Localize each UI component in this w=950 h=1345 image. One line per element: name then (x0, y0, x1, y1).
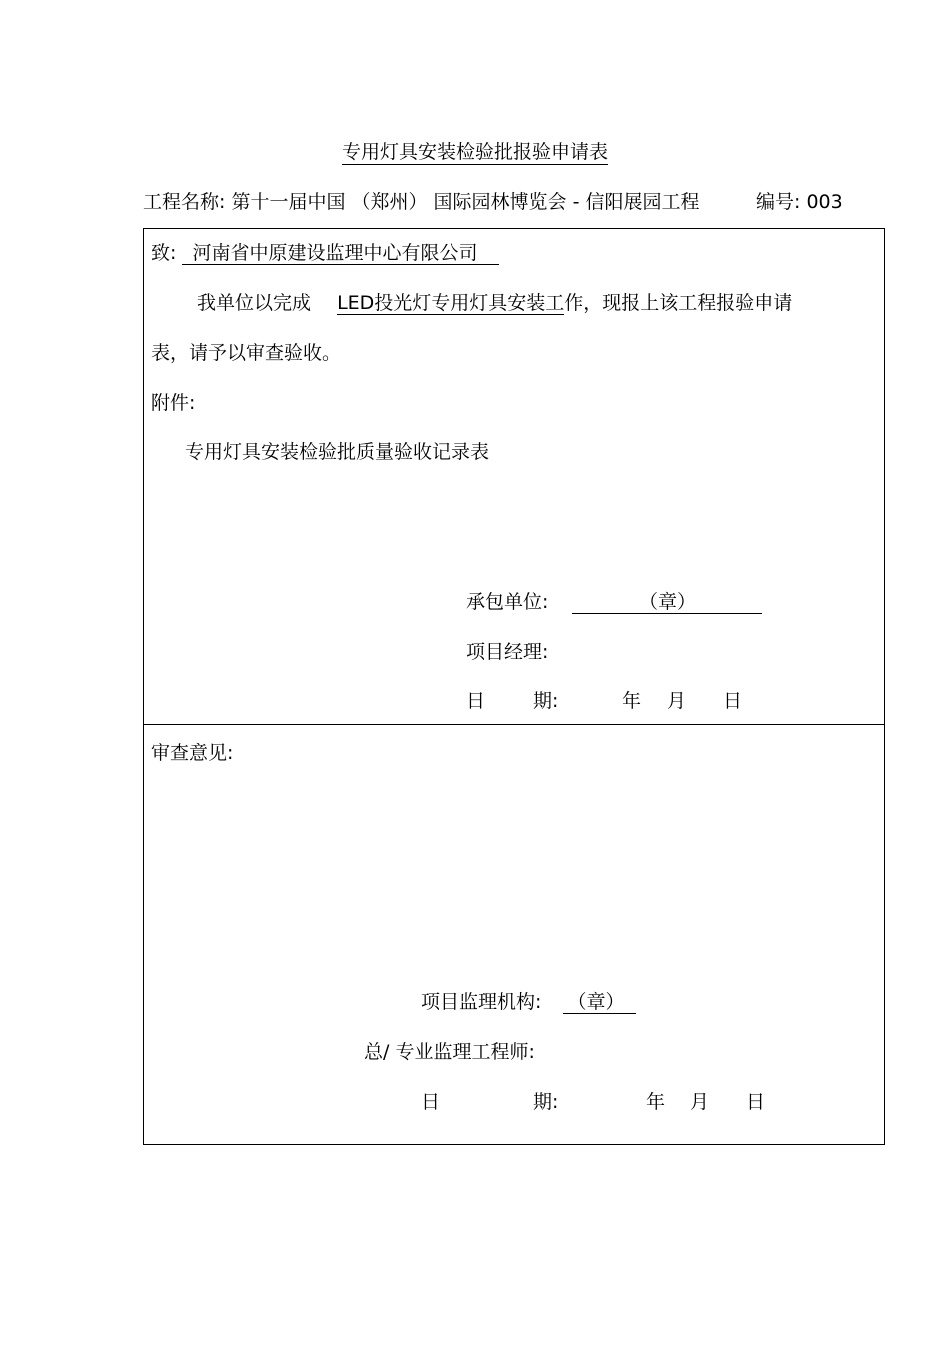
day-lower: 日 (746, 1091, 766, 1113)
section-divider (143, 724, 885, 725)
contractor-seal: （章） (572, 591, 762, 614)
date-line-upper (466, 689, 485, 713)
project-name: 第十一届中国 （郑州） 国际园林博览会 - 信阳展园工程 (231, 191, 700, 213)
to-label: 致: (151, 242, 177, 264)
attachment-label: 附件: (151, 392, 196, 414)
contractor-label: 承包单位: (466, 591, 549, 613)
date-ri-lower: 日 (421, 1091, 441, 1113)
body-line-1 (197, 291, 792, 315)
pm-label: 项目经理: (466, 641, 549, 663)
number-field (756, 190, 843, 214)
year-lower: 年 (646, 1091, 666, 1113)
title-text: 专用灯具安装检验批报验申请表 (341, 141, 608, 163)
contractor-line (466, 590, 762, 614)
attachment-item: 专用灯具安装检验批质量验收记录表 (185, 441, 490, 463)
body-prefix: 我单位以完成 (197, 292, 312, 314)
body-line-2: 表，请予以审查验收。 (151, 342, 342, 364)
work-name: LED投光灯专用灯具安装工 (337, 292, 565, 314)
project-label: 工程名称: (143, 191, 226, 213)
review-label: 审查意见: (151, 742, 234, 764)
year-upper: 年 (622, 690, 642, 712)
number-label: 编号: (756, 191, 801, 213)
month-lower: 月 (690, 1091, 710, 1113)
supervisor-seal: （章） (563, 991, 636, 1014)
to-line (151, 241, 499, 265)
project-line (143, 190, 843, 214)
date-qi-upper: 期: (533, 690, 559, 712)
to-value: 河南省中原建设监理中心有限公司 (182, 242, 499, 265)
supervisor-org-label: 项目监理机构: (421, 991, 542, 1013)
document-title (0, 140, 950, 164)
engineer-label: 总/ 专业监理工程师: (364, 1041, 535, 1063)
date-ri-char: 日 (466, 690, 486, 712)
supervisor-org-line (421, 990, 636, 1014)
body-suffix: 作，现报上该工程报验申请 (564, 292, 793, 314)
number-value: 003 (806, 191, 843, 213)
day-upper: 日 (723, 690, 743, 712)
date-qi-lower: 期: (533, 1091, 559, 1113)
month-upper: 月 (667, 690, 687, 712)
